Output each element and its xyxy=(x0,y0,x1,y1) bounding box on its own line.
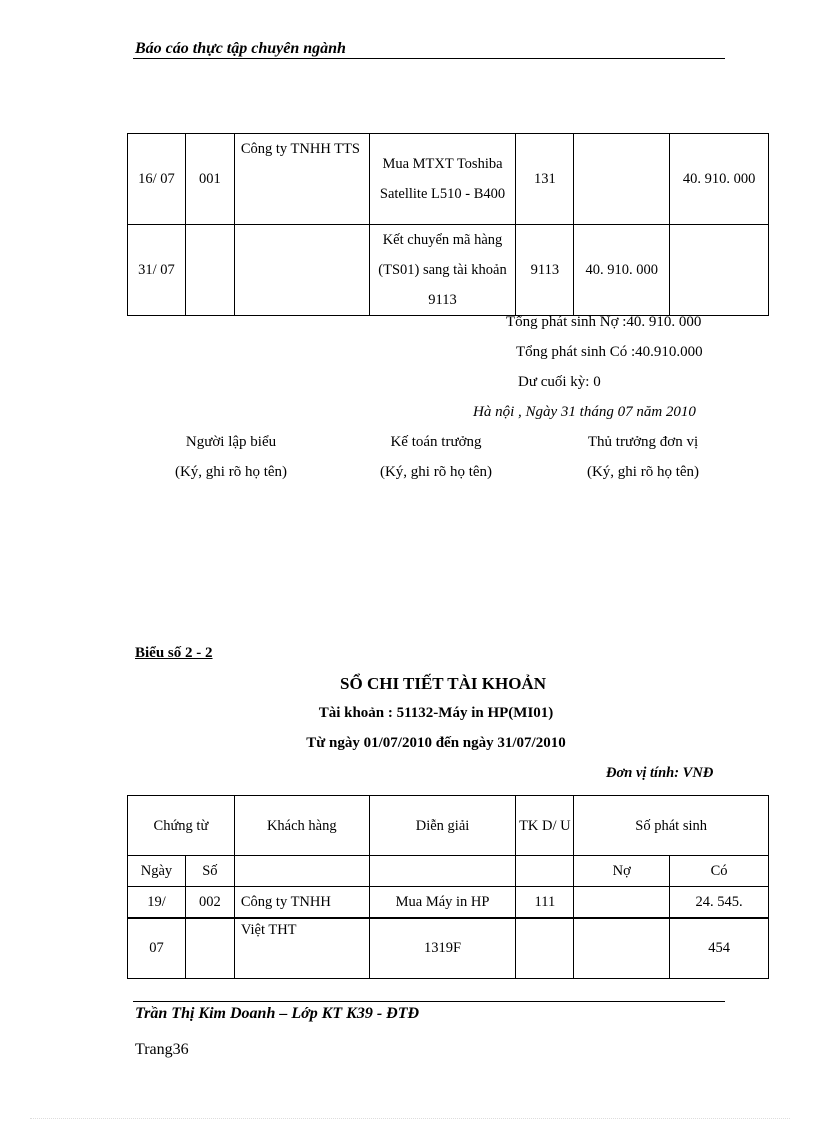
footer-author: Trần Thị Kim Doanh – Lớp KT K39 - ĐTĐ xyxy=(135,1005,420,1022)
signature-director-note: (Ký, ghi rõ họ tên) xyxy=(586,464,700,480)
form-account: Tài khoản : 51132-Máy in HP(MI01) xyxy=(318,705,554,721)
cell-date: 19/ xyxy=(128,887,186,919)
ending-balance: Dư cuối kỳ: 0 xyxy=(518,374,601,390)
table-subheader-row xyxy=(128,856,769,887)
cell-description: Mua MTXT Toshiba Satellite L510 - B400 xyxy=(369,134,516,225)
cell-customer: Công ty TNHH TTS xyxy=(234,134,369,225)
header-rule xyxy=(133,58,725,59)
cell-account: 131 xyxy=(516,134,574,225)
cell-voucher-no: 001 xyxy=(185,134,234,225)
cell-customer xyxy=(234,225,369,316)
cell-description: Kết chuyển mã hàng (TS01) sang tài khoản 9113 xyxy=(369,225,516,316)
form-unit: Đơn vị tính: VNĐ xyxy=(606,765,714,781)
cell-credit: 40. 910. 000 xyxy=(670,134,769,225)
cell-customer: Công ty TNHH xyxy=(234,887,369,919)
cell-account xyxy=(516,918,574,978)
cell-date: 07 xyxy=(128,918,186,978)
cell-description: Mua Máy in HP xyxy=(369,887,516,919)
header-credit: Có xyxy=(670,856,769,887)
cell-date: 31/ 07 xyxy=(128,225,186,316)
table-row xyxy=(128,225,769,316)
place-date: Hà nội , Ngày 31 tháng 07 năm 2010 xyxy=(473,404,696,420)
cell-customer: Việt THT xyxy=(234,918,369,978)
signature-director-role: Thủ trưởng đơn vị xyxy=(587,434,699,450)
cell-voucher-no xyxy=(185,918,234,978)
table-header-row xyxy=(128,796,769,856)
table-row xyxy=(128,887,769,919)
signature-accountant-note: (Ký, ghi rõ họ tên) xyxy=(379,464,493,480)
header-voucher-no: Số xyxy=(185,856,234,887)
footer-rule xyxy=(133,1001,725,1002)
table-row xyxy=(128,918,769,978)
cell-voucher-no: 002 xyxy=(185,887,234,919)
header-amount: Số phát sinh xyxy=(574,796,769,856)
cell-date: 16/ 07 xyxy=(128,134,186,225)
header-customer: Khách hàng xyxy=(234,796,369,856)
signature-preparer-role: Người lập biểu xyxy=(185,434,277,450)
header-voucher: Chứng từ xyxy=(128,796,235,856)
cell-credit xyxy=(670,225,769,316)
header-empty xyxy=(516,856,574,887)
cell-debit: 40. 910. 000 xyxy=(574,225,670,316)
header-debit: Nợ xyxy=(574,856,670,887)
header-description: Diễn giải xyxy=(369,796,516,856)
account-detail-table xyxy=(127,795,769,979)
cell-voucher-no xyxy=(185,225,234,316)
ledger-table-continued xyxy=(127,133,769,316)
cell-description: 1319F xyxy=(369,918,516,978)
form-title: SỔ CHI TIẾT TÀI KHOẢN xyxy=(340,674,546,693)
cell-credit: 24. 545. xyxy=(670,887,769,919)
table-row xyxy=(128,134,769,225)
form-label: Biểu số 2 - 2 xyxy=(135,645,213,661)
header-empty xyxy=(234,856,369,887)
cell-account: 111 xyxy=(516,887,574,919)
report-header-title: Báo cáo thực tập chuyên ngành xyxy=(135,40,346,57)
cell-credit: 454 xyxy=(670,918,769,978)
header-account: TK D/ U xyxy=(516,796,574,856)
header-empty xyxy=(369,856,516,887)
page-edge-dots xyxy=(30,1118,790,1119)
cell-debit xyxy=(574,918,670,978)
total-credit: Tổng phát sinh Có :40.910.000 xyxy=(516,344,703,360)
cell-debit xyxy=(574,887,670,919)
cell-debit xyxy=(574,134,670,225)
form-period: Từ ngày 01/07/2010 đến ngày 31/07/2010 xyxy=(306,735,566,751)
page-number: Trang36 xyxy=(135,1041,189,1058)
cell-account: 9113 xyxy=(516,225,574,316)
signature-preparer-note: (Ký, ghi rõ họ tên) xyxy=(174,464,288,480)
signature-accountant-role: Kế toán trưởng xyxy=(390,434,482,450)
header-date: Ngày xyxy=(128,856,186,887)
total-debit: Tổng phát sinh Nợ :40. 910. 000 xyxy=(506,314,702,330)
